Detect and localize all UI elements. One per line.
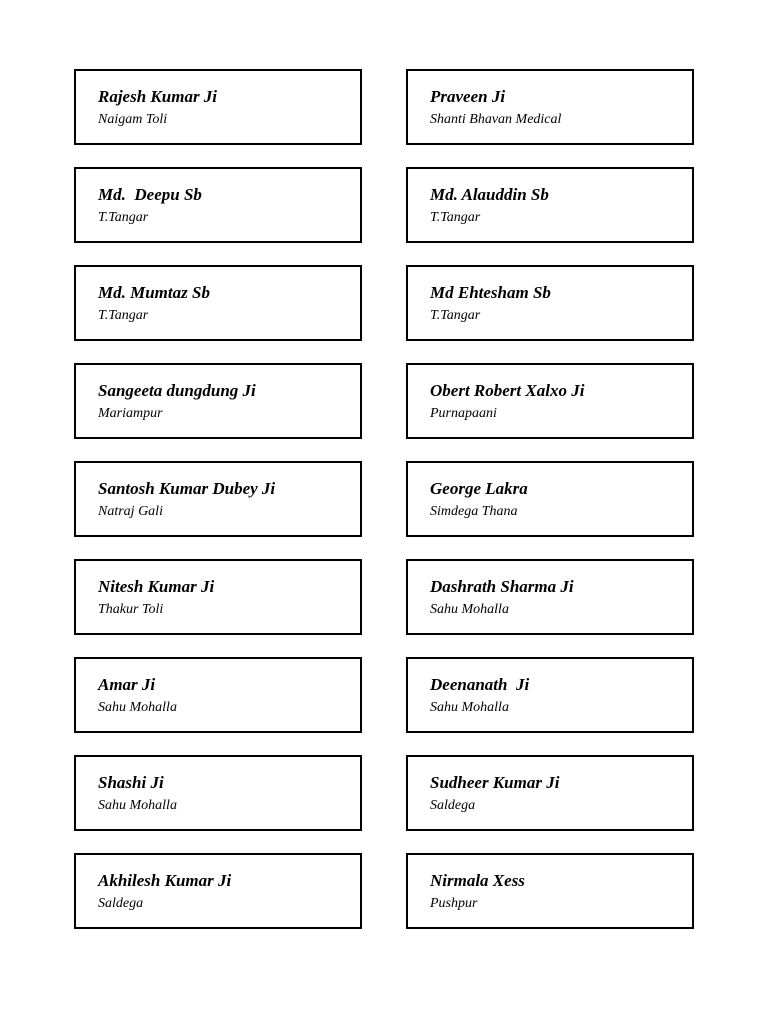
address-label (406, 559, 694, 635)
recipient-place: Saldega (430, 798, 476, 813)
recipient-name: Obert Robert Xalxo Ji (430, 381, 585, 400)
recipient-place: Sahu Mohalla (430, 700, 509, 715)
address-label (406, 363, 694, 439)
recipient-place: Shanti Bhavan Medical (430, 112, 562, 127)
recipient-name: George Lakra (430, 479, 528, 498)
recipient-place: T.Tangar (98, 308, 149, 323)
recipient-name: Santosh Kumar Dubey Ji (98, 479, 276, 498)
recipient-name: Nirmala Xess (430, 871, 525, 890)
address-label (74, 461, 362, 537)
recipient-name: Md. Mumtaz Sb (98, 283, 210, 302)
recipient-place: Simdega Thana (430, 504, 518, 519)
recipient-place: Purnapaani (430, 406, 497, 421)
address-label (406, 461, 694, 537)
recipient-name: Sangeeta dungdung Ji (98, 381, 256, 400)
address-label-grid (74, 69, 694, 929)
address-label (74, 559, 362, 635)
address-label (406, 69, 694, 145)
recipient-name: Shashi Ji (98, 773, 164, 792)
address-label (74, 657, 362, 733)
address-label (406, 657, 694, 733)
recipient-place: Pushpur (430, 896, 478, 911)
recipient-place: T.Tangar (98, 210, 149, 225)
recipient-place: Sahu Mohalla (430, 602, 509, 617)
recipient-name: Md Ehtesham Sb (430, 283, 551, 302)
recipient-place: Mariampur (98, 406, 163, 421)
address-label (74, 755, 362, 831)
address-label (74, 853, 362, 929)
recipient-name: Dashrath Sharma Ji (430, 577, 574, 596)
recipient-name: Nitesh Kumar Ji (98, 577, 215, 596)
address-label (406, 265, 694, 341)
recipient-name: Md. Alauddin Sb (430, 185, 549, 204)
recipient-name: Rajesh Kumar Ji (98, 87, 218, 106)
recipient-place: Thakur Toli (98, 602, 164, 617)
recipient-name: Akhilesh Kumar Ji (98, 871, 232, 890)
recipient-place: Naigam Toli (98, 112, 168, 127)
recipient-name: Md. Deepu Sb (98, 185, 202, 204)
recipient-place: T.Tangar (430, 308, 481, 323)
recipient-place: Saldega (98, 896, 144, 911)
recipient-place: Sahu Mohalla (98, 798, 177, 813)
address-label (406, 853, 694, 929)
recipient-name: Amar Ji (98, 675, 156, 694)
recipient-name: Sudheer Kumar Ji (430, 773, 560, 792)
address-label (74, 265, 362, 341)
address-label (74, 363, 362, 439)
recipient-place: Sahu Mohalla (98, 700, 177, 715)
recipient-place: T.Tangar (430, 210, 481, 225)
address-label (74, 167, 362, 243)
recipient-place: Natraj Gali (98, 504, 163, 519)
recipient-name: Deenanath Ji (430, 675, 530, 694)
recipient-name: Praveen Ji (430, 87, 506, 106)
address-label (406, 167, 694, 243)
address-label (74, 69, 362, 145)
address-label (406, 755, 694, 831)
